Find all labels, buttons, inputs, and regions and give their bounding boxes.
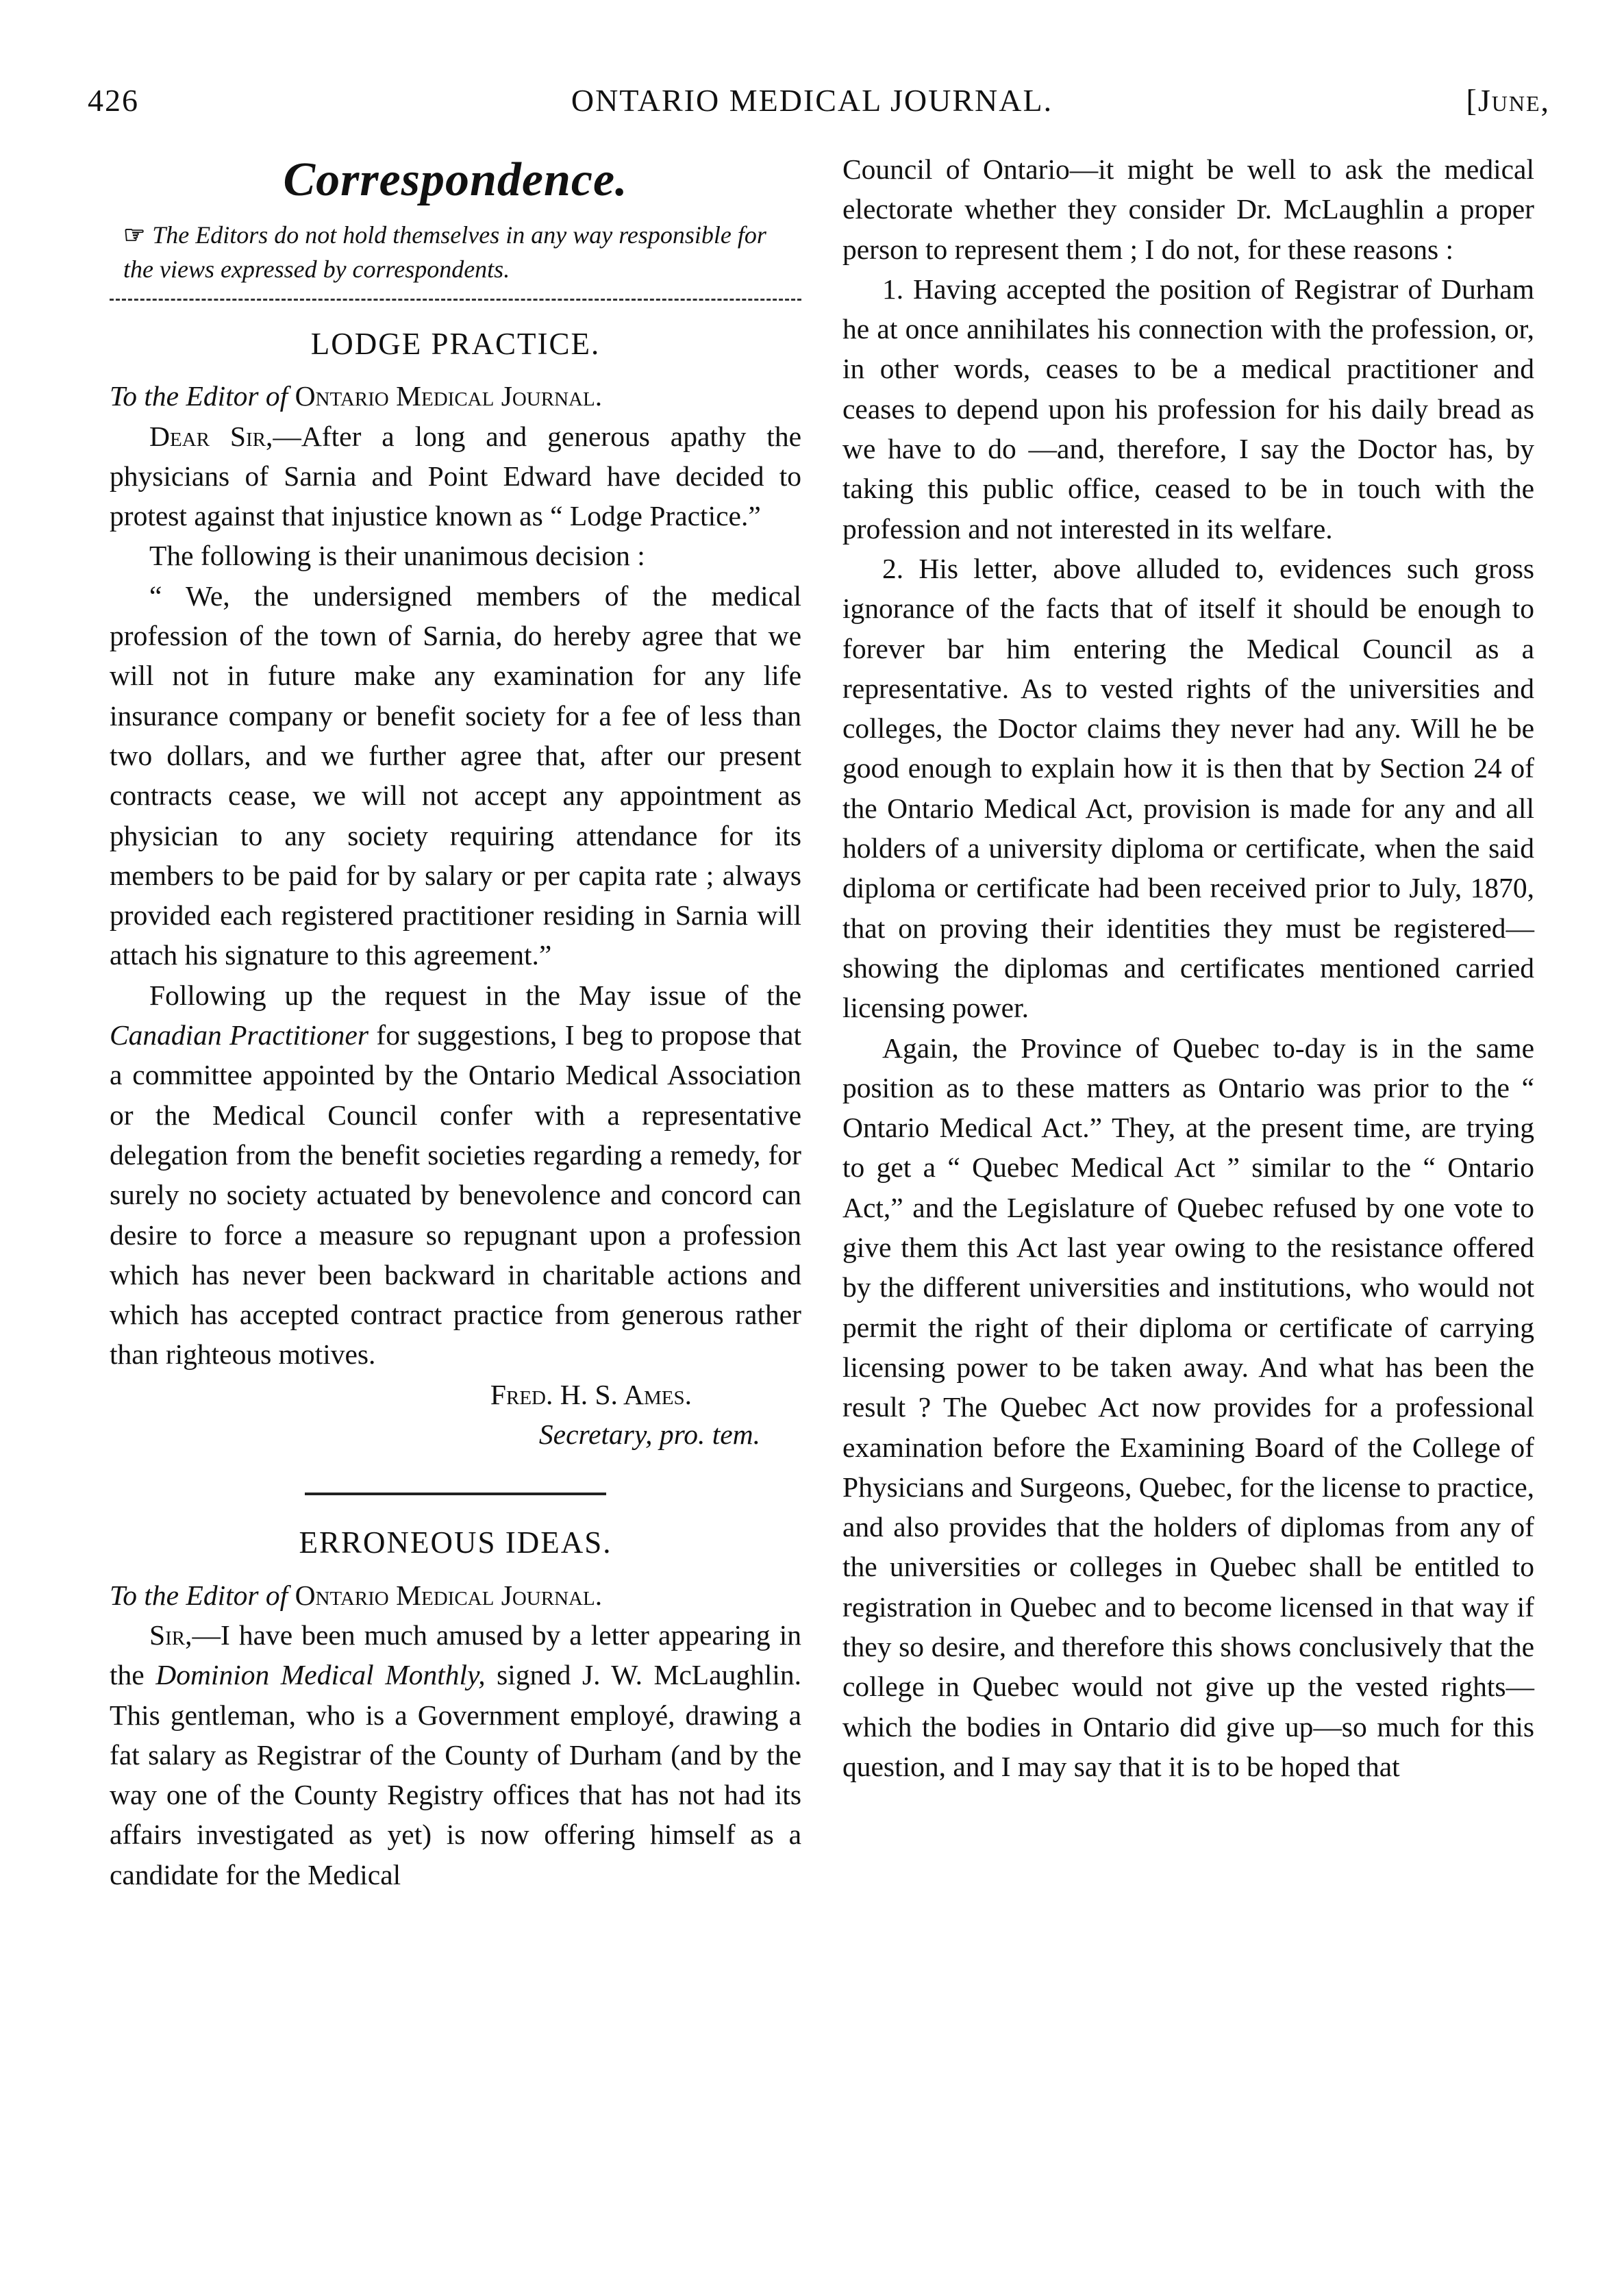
dashed-divider	[110, 299, 801, 301]
page-number: 426	[88, 83, 139, 118]
editor-disclaimer	[110, 218, 801, 286]
left-column	[110, 149, 801, 1895]
disclaimer-text: The Editors do not hold themselves in any way responsible for the views expressed by correspondents.	[123, 221, 766, 283]
publication-title: Dominion Medical Monthly,	[155, 1659, 486, 1691]
salutation: Dear Sir,	[149, 420, 273, 452]
letter-paragraph: Dear Sir,—After a long and generous apathy the physicians of Sarnia and Point Edward have decided to protest against that injustice known as “ Lodge Practice.”	[110, 420, 801, 532]
letter-paragraph: Again, the Province of Quebec to-day is in the same position as to these matters as Ontario was prior to the “ Ontario Medical Act.” They, at the present time, are trying to get a “ Quebec Medical Act ” similar to the “ Ontario Act,” and the Legislature of Quebec refused by one vote to give them this Act last year owing to the resistance offered by the different universities and institutions, who would not permit the right of their diploma or certificate of carrying licensing power to be taken away. And what has been the result ? The Quebec Act now provides for a professional examination before the Examining Board of the College of Physicians and Surgeons, Quebec, for the license to practice, and also provides that the holders of diplomas from any of the universities or colleges in Quebec shall be entitled to registration in Quebec and to become licensed in that way if they so desire, and therefore this shows conclusively that the college in Quebec would not give up the vested rights—which the bodies in Ontario did give up—so much for this question, and I may say that it is to be hoped that	[842, 1032, 1534, 1782]
running-head	[0, 82, 1624, 130]
numbered-reason-2: 2. His letter, above alluded to, evidences such gross ignorance of the facts that of itself it should be enough to forever bar him entering the Medical Council as a representative. As to vested rights of the universities and colleges, the Doctor claims they never had any. Will he be good enough to explain how it is then that by Section 24 of the Ontario Medical Act, provision is made for any and all holders of a university diploma or certificate, when the said diploma or certificate had been received prior to July, 1870, that on proving their identities they must be registered—showing the diplomas and certificates mentioned carried licensing power.	[842, 552, 1534, 1024]
letter-paragraph: Council of Ontario—it might be well to ask the medical electorate whether they consider Dr. McLaughlin a proper person to represent them ; I do not, for these reasons :	[842, 153, 1534, 265]
address-prefix: To the Editor of	[110, 380, 288, 412]
signature-name: Fred. H. S. Ames.	[490, 1378, 692, 1410]
right-column	[842, 149, 1534, 1786]
quoted-resolution: “ We, the undersigned members of the medical profession of the town of Sarnia, do hereby agree that we will not in future make any examination for any life insurance company or benefit society for a fee of less than two dollars, and we further agree that, after our present contracts cease, we will not accept any appointment as physician to any society requiring attendance for its members to be paid for by salary or per capita rate ; always provided each registered practitioner residing in Sarnia will attach his signature to this agreement.”	[110, 579, 801, 971]
signature-title: Secretary, pro. tem.	[538, 1419, 760, 1451]
letter-address	[110, 1575, 801, 1615]
salutation: Sir,	[149, 1619, 192, 1651]
letter-paragraph: Sir,—I have been much amused by a letter appearing in the Dominion Medical Monthly, signed J. W. McLaughlin. This gentleman, who is a Government employé, drawing a fat salary as Registrar of the County of Durham (and by the way one of the County Registry offices that has not had its affairs investigated as yet) is now offering himself as a candidate for the Medical	[110, 1619, 802, 1890]
section-divider	[305, 1493, 606, 1495]
letter-heading-lodge-practice: LODGE PRACTICE.	[310, 327, 601, 361]
section-title: Correspondence.	[283, 153, 628, 206]
letter-paragraph: Following up the request in the May issue of the Canadian Practitioner for suggestions, I beg to propose that a committee appointed by the Ontario Medical Association or the Medical Council confer with a representative delegation from the benefit societies regarding a remedy, for surely no society actuated by benevolence and concord can desire to force a measure so repugnant upon a profession which has never been backward in charitable actions and which has accepted contract practice from generous rather than righteous motives.	[110, 979, 801, 1371]
issue-month: [June,	[1466, 83, 1550, 118]
pointing-hand-icon: ☞	[123, 221, 146, 249]
journal-title: ONTARIO MEDICAL JOURNAL.	[571, 83, 1053, 118]
letter-heading-erroneous-ideas: ERRONEOUS IDEAS.	[299, 1525, 612, 1560]
letter-address	[110, 376, 801, 416]
publication-title: Canadian Practitioner	[110, 1019, 368, 1051]
address-prefix: To the Editor of	[110, 1579, 288, 1611]
numbered-reason-1: 1. Having accepted the position of Registrar of Durham he at once annihilates his connection with the profession, or, in other words, ceases to be a medical practitioner and ceases to depend upon his profession for his daily bread as we have to do —and, therefore, I say the Doctor has, by taking this public office, ceased to be in touch with the profession and not interested in its welfare.	[842, 273, 1534, 545]
address-journal: Ontario Medical Journal.	[295, 1579, 603, 1611]
letter-paragraph: The following is their unanimous decision :	[149, 540, 645, 572]
address-journal: Ontario Medical Journal.	[295, 380, 603, 412]
